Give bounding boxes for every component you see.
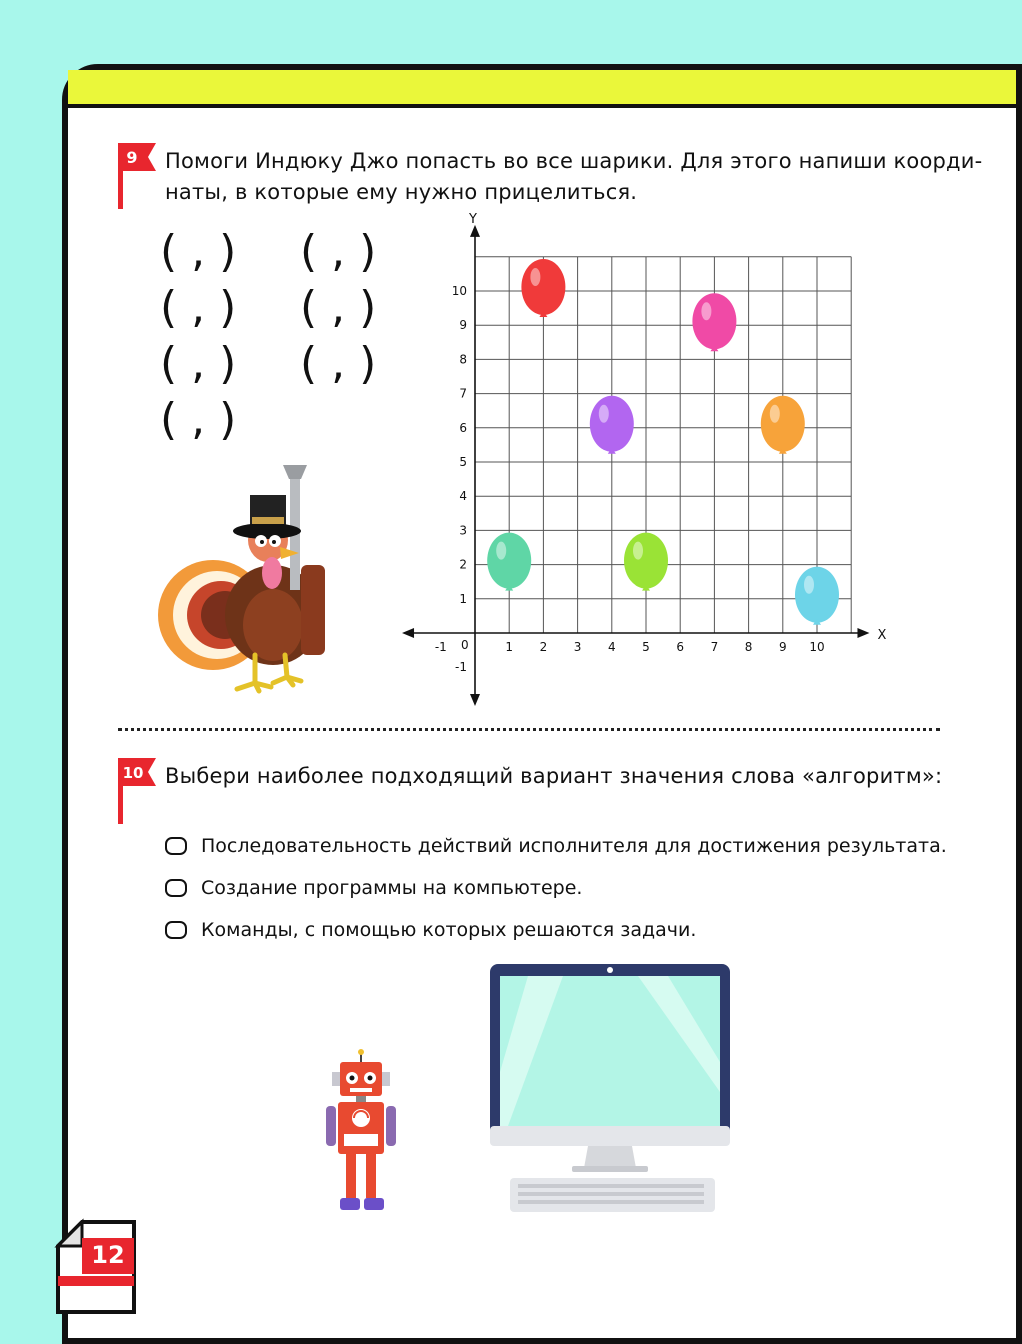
x-tick-label: 9 [778,640,787,654]
option-3-checkbox[interactable] [165,921,187,939]
y-axis-arrow-down-icon [470,694,480,706]
option-1-label: Последовательность действий исполнителя для достижения результата. [201,835,947,857]
balloon-1 [487,533,531,589]
x-tick-label: 2 [539,640,548,654]
task10-number: 10 [122,764,144,782]
answer-blank-5[interactable]: ( , ) [160,338,237,389]
origin-label: 0 [461,638,469,652]
option-1[interactable] [165,833,947,859]
y-tick-label: 4 [459,489,467,504]
x-tick-label: 7 [710,640,719,654]
y-tick-label: 6 [459,420,467,435]
header-band [68,70,1016,108]
x-tick-label: 1 [505,640,514,654]
x-axis-arrow-left-icon [402,628,414,638]
y-tick-label: 8 [459,352,467,367]
balloon-2-highlight [530,268,540,286]
balloon-5-highlight [701,302,711,320]
option-3-label: Команды, с помощью которых решаются задачи. [201,919,697,941]
y-tick-label: 7 [459,386,467,401]
section-divider [118,728,940,731]
balloon-4 [624,533,668,589]
x-tick-label: 4 [607,640,616,654]
y-tick-label: 10 [451,284,467,298]
y-tick-label: 5 [459,455,467,469]
x-tick-label: 3 [573,640,582,654]
balloon-3 [590,396,634,452]
page-number: 12 [91,1241,125,1269]
balloon-5 [692,293,736,349]
x-tick-label: 6 [676,640,685,654]
answer-blank-7[interactable]: ( , ) [160,394,237,445]
answer-blank-6[interactable]: ( , ) [300,338,377,389]
balloon-7-highlight [804,576,814,594]
y-tick-label: 1 [459,591,467,606]
balloon-2 [521,259,565,315]
y-tick-label: 9 [459,318,467,333]
y-axis-label: Y [469,211,477,227]
x-axis-label: X [877,628,887,643]
balloon-6 [761,396,805,452]
x-tick-label: 10 [809,640,825,654]
balloon-1-highlight [496,542,506,560]
answer-blank-2[interactable]: ( , ) [300,226,377,277]
balloon-3-highlight [599,405,609,423]
x-axis-arrow-icon [857,628,869,638]
answer-blank-3[interactable]: ( , ) [160,282,237,333]
option-1-checkbox[interactable] [165,837,187,855]
gun-stock [301,565,325,655]
option-2[interactable] [165,875,582,901]
y-tick-label: 2 [459,557,467,572]
task9-text-line2: наты, в которые ему нужно прицелиться. [165,180,638,204]
x-tick-label: 8 [744,640,753,654]
robot-illustration [320,1048,402,1216]
coordinate-chart [400,211,890,705]
x-tick-label: 5 [642,640,650,654]
computer-monitor-illustration [488,962,733,1217]
task9-text-line1: Помоги Индюку Джо попасть во все шарики. Для этого напиши коорди- [165,149,983,173]
x-tick-label: -1 [434,640,447,654]
balloon-7 [795,567,839,623]
balloon-4-highlight [633,542,643,560]
option-2-checkbox[interactable] [165,879,187,897]
option-2-label: Создание программы на компьютере. [201,877,583,899]
answer-blank-4[interactable]: ( , ) [300,282,377,333]
balloon-6-highlight [770,405,780,423]
task10-question: Выбери наиболее подходящий вариант значения слова «алгоритм»: [165,764,943,788]
option-3[interactable] [165,917,696,943]
task9-number: 9 [126,148,138,167]
y-tick-label: -1 [455,660,467,675]
answer-blank-1[interactable]: ( , ) [160,226,237,277]
y-tick-label: 3 [459,523,467,538]
turkey-hunter-illustration [155,455,350,695]
